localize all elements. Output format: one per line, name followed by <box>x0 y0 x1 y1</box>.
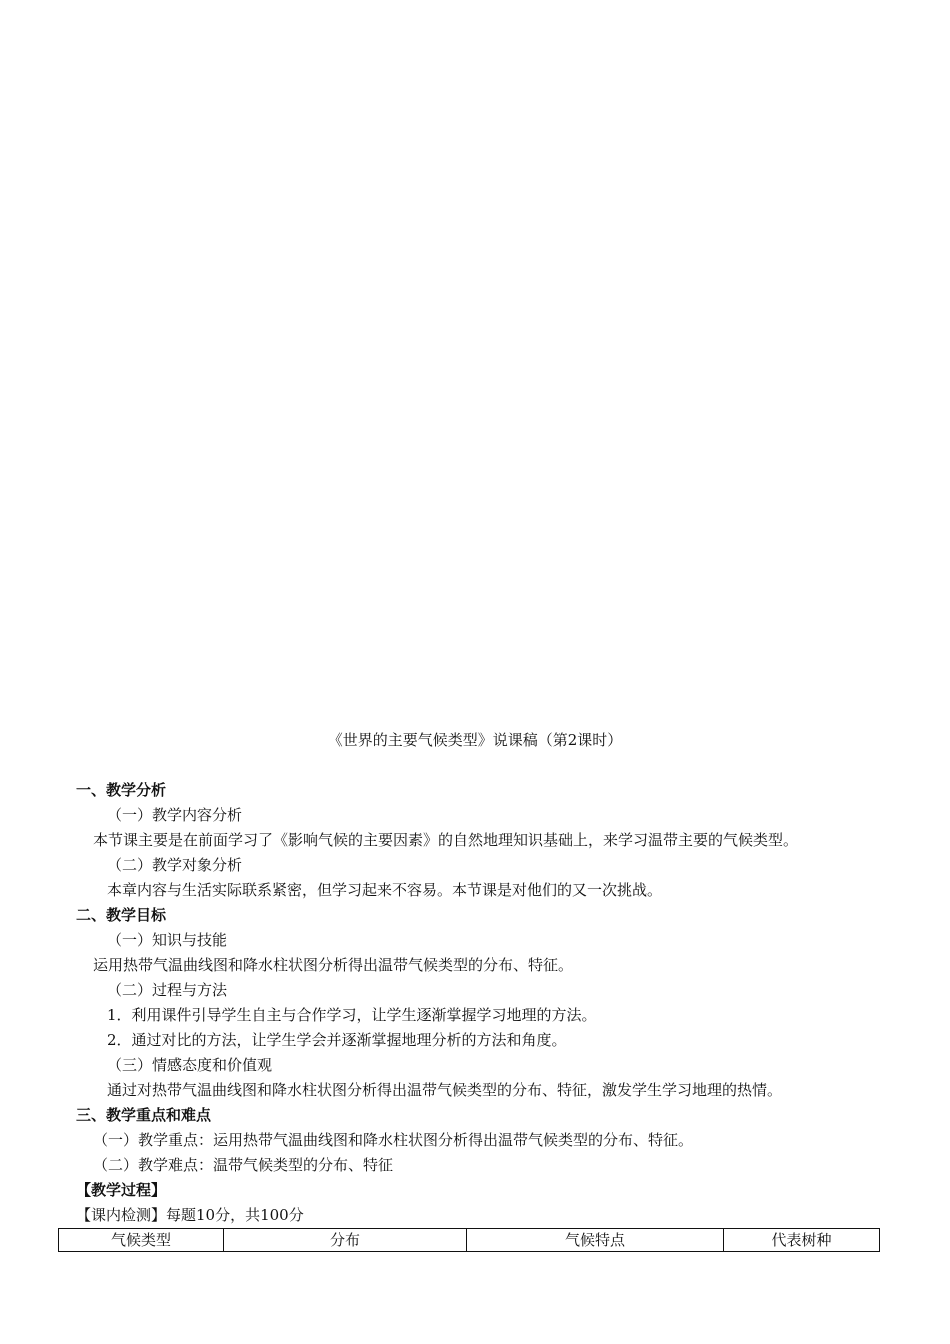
paragraph-attitude-values: 通过对热带气温曲线图和降水柱状图分析得出温带气候类型的分布、特征，激发学生学习地理的热情。 <box>107 1081 783 1099</box>
subheading-process-methods: （二）过程与方法 <box>107 981 228 999</box>
subheading-knowledge-skills: （一）知识与技能 <box>107 931 228 949</box>
subheading-content-analysis: （一）教学内容分析 <box>107 806 243 824</box>
section-heading-2: 二、教学目标 <box>76 906 167 924</box>
paragraph-knowledge-skills: 运用热带气温曲线图和降水柱状图分析得出温带气候类型的分布、特征。 <box>93 956 574 974</box>
section-heading-3: 三、教学重点和难点 <box>76 1106 212 1124</box>
section-heading-1: 一、教学分析 <box>76 781 167 799</box>
subheading-audience-analysis: （二）教学对象分析 <box>107 856 243 874</box>
teaching-process-heading: 【教学过程】 <box>76 1181 167 1199</box>
subheading-attitude-values: （三）情感态度和价值观 <box>107 1056 273 1074</box>
header-climate-type: 气候类型 <box>59 1229 224 1252</box>
teaching-difficulty: （二）教学难点：温带气候类型的分布、特征 <box>93 1156 394 1174</box>
header-climate-features: 气候特点 <box>467 1229 724 1252</box>
paragraph-content-analysis: 本节课主要是在前面学习了《影响气候的主要因素》的自然地理知识基础上，来学习温带主要的气候类型。 <box>93 831 799 849</box>
table-header-row <box>59 1229 880 1252</box>
list-item-process-1: 1．利用课件引导学生自主与合作学习，让学生逐渐掌握学习地理的方法。 <box>107 1006 597 1024</box>
document-title: 《世界的主要气候类型》说课稿（第2课时） <box>327 731 623 749</box>
teaching-key-point: （一）教学重点：运用热带气温曲线图和降水柱状图分析得出温带气候类型的分布、特征。 <box>93 1131 694 1149</box>
paragraph-audience-analysis: 本章内容与生活实际联系紧密，但学习起来不容易。本节课是对他们的又一次挑战。 <box>107 881 663 899</box>
climate-test-table <box>58 1228 880 1252</box>
list-item-process-2: 2．通过对比的方法，让学生学会并逐渐掌握地理分析的方法和角度。 <box>107 1031 567 1049</box>
in-class-test-heading: 【课内检测】每题10分，共100分 <box>76 1206 304 1224</box>
header-distribution: 分布 <box>224 1229 467 1252</box>
header-representative-trees: 代表树种 <box>724 1229 880 1252</box>
